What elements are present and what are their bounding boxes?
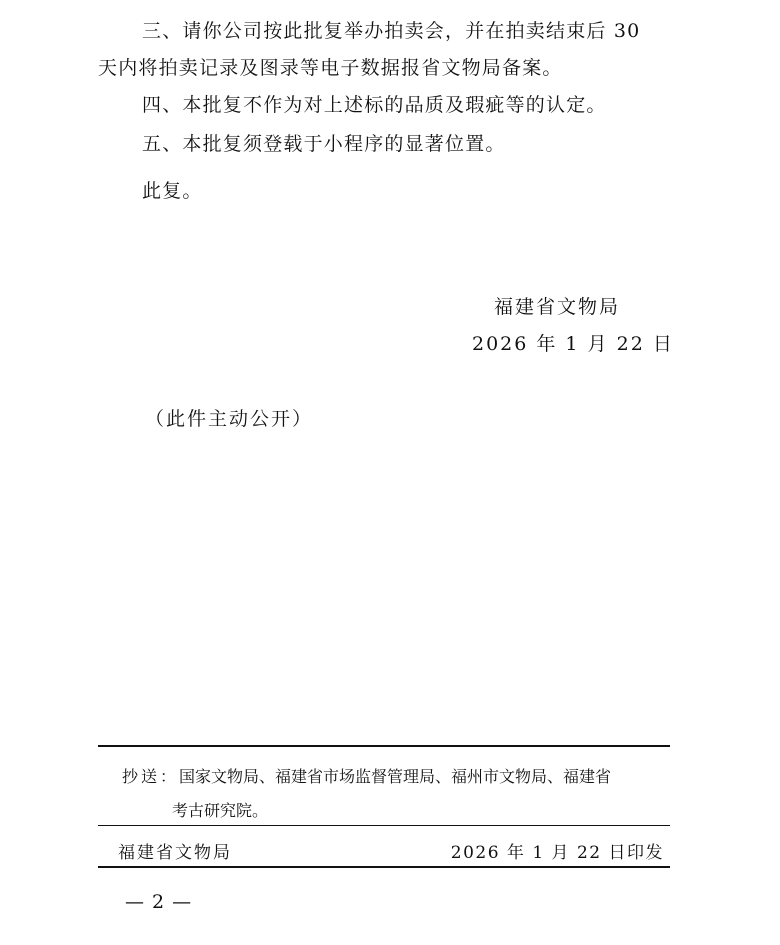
footer-bottom-rule — [98, 866, 670, 868]
cc-line-2: 考古研究院。 — [172, 801, 269, 820]
footer-middle-rule — [98, 825, 670, 826]
signature-date: 2026 年 1 月 22 日 — [472, 333, 674, 355]
cc-recipients: 国家文物局、福建省市场监督管理局、福州市文物局、福建省 — [179, 767, 612, 786]
cc-block — [122, 760, 611, 828]
closing-phrase: 此复。 — [142, 180, 203, 202]
cc-line-1 — [122, 760, 611, 794]
signature-issuer: 福建省文物局 — [494, 296, 621, 318]
paragraph-item-4: 四、本批复不作为对上述标的品质及瑕疵等的认定。 — [142, 94, 607, 116]
page-number: — 2 — — [125, 891, 193, 913]
public-disclosure-note: （此件主动公开） — [145, 408, 314, 430]
footer-issuer: 福建省文物局 — [118, 843, 232, 863]
paragraph-item-3-line-2: 天内将拍卖记录及图录等电子数据报省文物局备案。 — [98, 57, 563, 79]
footer-issue-date: 2026 年 1 月 22 日印发 — [450, 843, 664, 863]
footer-top-rule — [98, 745, 670, 747]
paragraph-item-3-line-1: 三、请你公司按此批复举办拍卖会，并在拍卖结束后 30 — [142, 20, 641, 42]
paragraph-item-5: 五、本批复须登载于小程序的显著位置。 — [142, 133, 506, 155]
cc-label: 抄送： — [122, 767, 180, 786]
